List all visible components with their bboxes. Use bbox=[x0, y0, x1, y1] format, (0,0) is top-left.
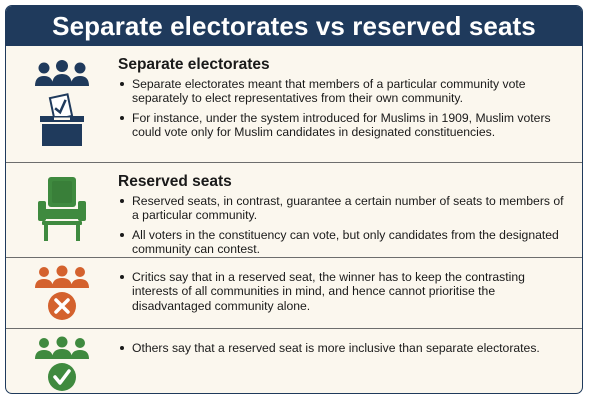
group-cross-icon bbox=[34, 264, 90, 322]
section-others bbox=[6, 329, 582, 394]
header-bar bbox=[6, 6, 582, 46]
section-separate-electorates bbox=[6, 46, 582, 162]
section-heading: Reserved seats bbox=[118, 173, 232, 190]
section-heading: Separate electorates bbox=[118, 56, 270, 73]
bullet-item: All voters in the constituency can vote, but only candidates from the designated community can contest. bbox=[118, 228, 572, 257]
bullet-item: Reserved seats, in contrast, guarantee a certain number of seats to members of a particular community. bbox=[118, 194, 572, 223]
section-reserved-seats bbox=[6, 163, 582, 256]
bullet-item: Others say that a reserved seat is more inclusive than separate electorates. bbox=[118, 341, 572, 355]
bullet-item: For instance, under the system introduced for Muslims in 1909, Muslim voters could vote only for Muslim candidates in designated constituencies. bbox=[118, 111, 572, 140]
section-critics bbox=[6, 258, 582, 327]
bullet-item: Separate electorates meant that members of a particular community vote separately to elect representatives from their own community. bbox=[118, 77, 572, 106]
bullet-item: Critics say that in a reserved seat, the winner has to keep the contrasting interests of all communities in mind, and hence cannot prioritise the disadvantaged community alone. bbox=[118, 270, 572, 313]
voters-ballot-box-icon bbox=[34, 58, 90, 150]
page-title: Separate electorates vs reserved seats bbox=[52, 10, 536, 41]
reserved-chair-icon bbox=[34, 175, 90, 243]
group-check-icon bbox=[34, 335, 90, 393]
infographic-card bbox=[5, 5, 583, 394]
